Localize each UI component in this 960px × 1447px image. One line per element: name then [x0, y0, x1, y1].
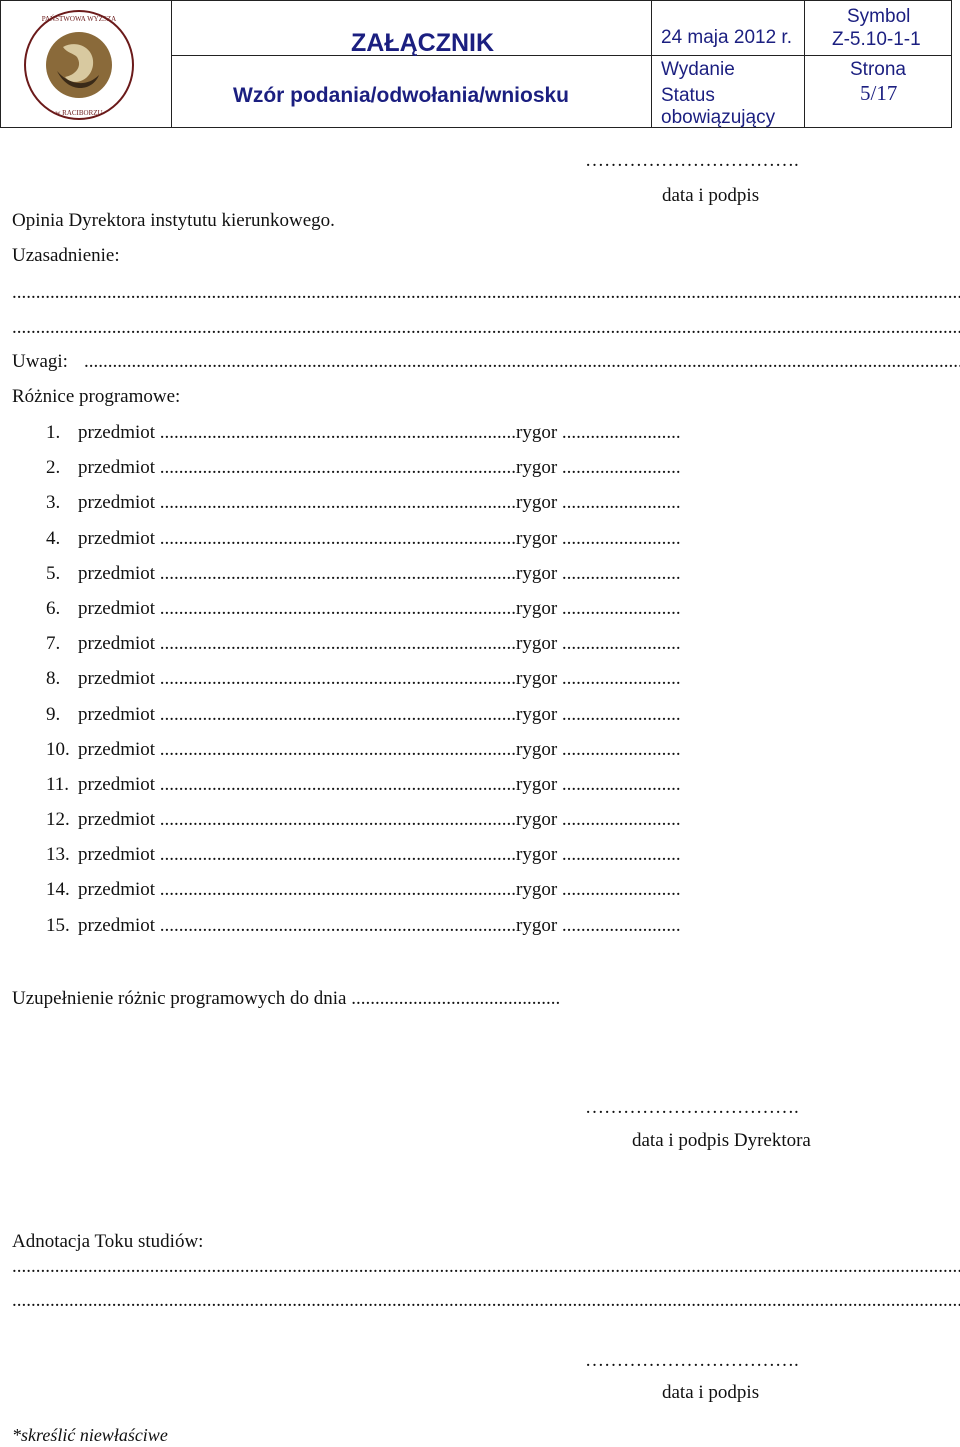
- header-page-label: Strona: [850, 59, 906, 80]
- justification-label: Uzasadnienie:: [12, 245, 120, 266]
- header-divider: [171, 1, 172, 127]
- footnote: *skreślić niewłaściwe: [12, 1425, 168, 1445]
- item-number: 5.: [46, 562, 61, 584]
- completion-line: Uzupełnienie różnic programowych do dnia ............................................: [12, 988, 561, 1009]
- item-text: przedmiot ...........................................................................rygor .........................: [78, 422, 681, 443]
- item-number: 11.: [46, 773, 70, 795]
- header-status-label: Status: [661, 85, 715, 106]
- director-signature-label: data i podpis Dyrektora: [632, 1130, 811, 1151]
- list-item: [46, 668, 681, 703]
- header-divider: [651, 1, 652, 127]
- list-item: [46, 563, 681, 598]
- subject-list: [46, 422, 681, 950]
- item-number: 4.: [46, 527, 61, 549]
- item-text: przedmiot ...........................................................................rygor .........................: [78, 879, 681, 901]
- item-number: 9.: [46, 703, 61, 725]
- list-item: [46, 809, 681, 844]
- list-item: [46, 774, 681, 809]
- item-text: przedmiot ...........................................................................rygor .........................: [78, 668, 681, 690]
- header-symbol-label: Symbol: [847, 6, 911, 27]
- item-text: przedmiot ...........................................................................rygor .........................: [78, 527, 681, 549]
- item-text: przedmiot ...........................................................................rygor .........................: [78, 809, 681, 831]
- item-number: 15.: [46, 914, 70, 936]
- list-item: [46, 528, 681, 563]
- item-number: 7.: [46, 633, 61, 655]
- item-text: przedmiot ...........................................................................rygor .........................: [78, 773, 681, 795]
- institution-logo: [23, 9, 135, 121]
- signature-dots: …………………………….: [585, 1350, 799, 1371]
- header-divider: [171, 55, 951, 56]
- document-header: [0, 0, 952, 128]
- annotation-line: [12, 1256, 960, 1276]
- header-subtitle: Wzór podania/odwołania/wniosku: [233, 84, 570, 107]
- header-divider: [804, 1, 805, 127]
- item-number: 10.: [46, 738, 70, 760]
- item-text: przedmiot ...........................................................................rygor .........................: [78, 562, 681, 584]
- item-text: przedmiot ...........................................................................rygor .........................: [78, 738, 681, 760]
- list-item: [46, 633, 681, 668]
- justification-line: [12, 317, 960, 337]
- item-text: przedmiot ...........................................................................rygor .........................: [78, 703, 681, 725]
- header-status-value: obowiązujący: [661, 107, 776, 128]
- item-text: przedmiot ...........................................................................rygor .........................: [78, 633, 681, 655]
- list-item: [46, 492, 681, 527]
- remarks-label: Uwagi:: [12, 351, 68, 372]
- item-text: przedmiot ...........................................................................rygor .........................: [78, 597, 681, 619]
- signature-dots: …………………………….: [585, 150, 799, 171]
- list-item: [46, 879, 681, 914]
- item-number: 2.: [46, 457, 61, 479]
- list-item: [46, 598, 681, 633]
- opinion-title: Opinia Dyrektora instytutu kierunkowego.: [12, 210, 335, 231]
- list-item: [46, 844, 681, 879]
- justification-line: [12, 282, 960, 302]
- header-status: [661, 85, 775, 129]
- item-text: przedmiot ...........................................................................rygor .........................: [78, 457, 681, 479]
- item-number: 1.: [46, 422, 61, 443]
- list-item: [46, 915, 681, 950]
- list-item: [46, 739, 681, 774]
- annotation-line: [12, 1290, 960, 1310]
- svg-text:w RACIBORZU: w RACIBORZU: [55, 109, 103, 117]
- list-item: [46, 422, 681, 457]
- remarks-line: [84, 351, 960, 371]
- signature-label: data i podpis: [662, 185, 760, 206]
- header-edition-label: Wydanie: [661, 59, 735, 80]
- differences-label: Różnice programowe:: [12, 386, 181, 407]
- item-text: przedmiot ...........................................................................rygor .........................: [78, 492, 681, 514]
- item-text: przedmiot ...........................................................................rygor .........................: [78, 844, 681, 866]
- item-text: przedmiot ...........................................................................rygor .........................: [78, 914, 681, 936]
- list-item: [46, 704, 681, 739]
- annotation-label: Adnotacja Toku studiów:: [12, 1231, 204, 1252]
- header-page-value: 5/17: [860, 81, 898, 105]
- item-number: 12.: [46, 809, 70, 831]
- svg-text:PAŃSTWOWA WYŻSZA: PAŃSTWOWA WYŻSZA: [41, 15, 117, 23]
- header-symbol-value: Z-5.10-1-1: [832, 29, 921, 50]
- item-number: 8.: [46, 668, 61, 690]
- signature-label: data i podpis: [662, 1382, 760, 1403]
- director-signature-dots: …………………………….: [585, 1097, 799, 1118]
- header-date: 24 maja 2012 r.: [661, 27, 792, 48]
- item-number: 6.: [46, 597, 61, 619]
- header-title: ZAŁĄCZNIK: [351, 29, 495, 57]
- item-number: 3.: [46, 492, 61, 514]
- item-number: 14.: [46, 879, 70, 901]
- list-item: [46, 457, 681, 492]
- item-number: 13.: [46, 844, 70, 866]
